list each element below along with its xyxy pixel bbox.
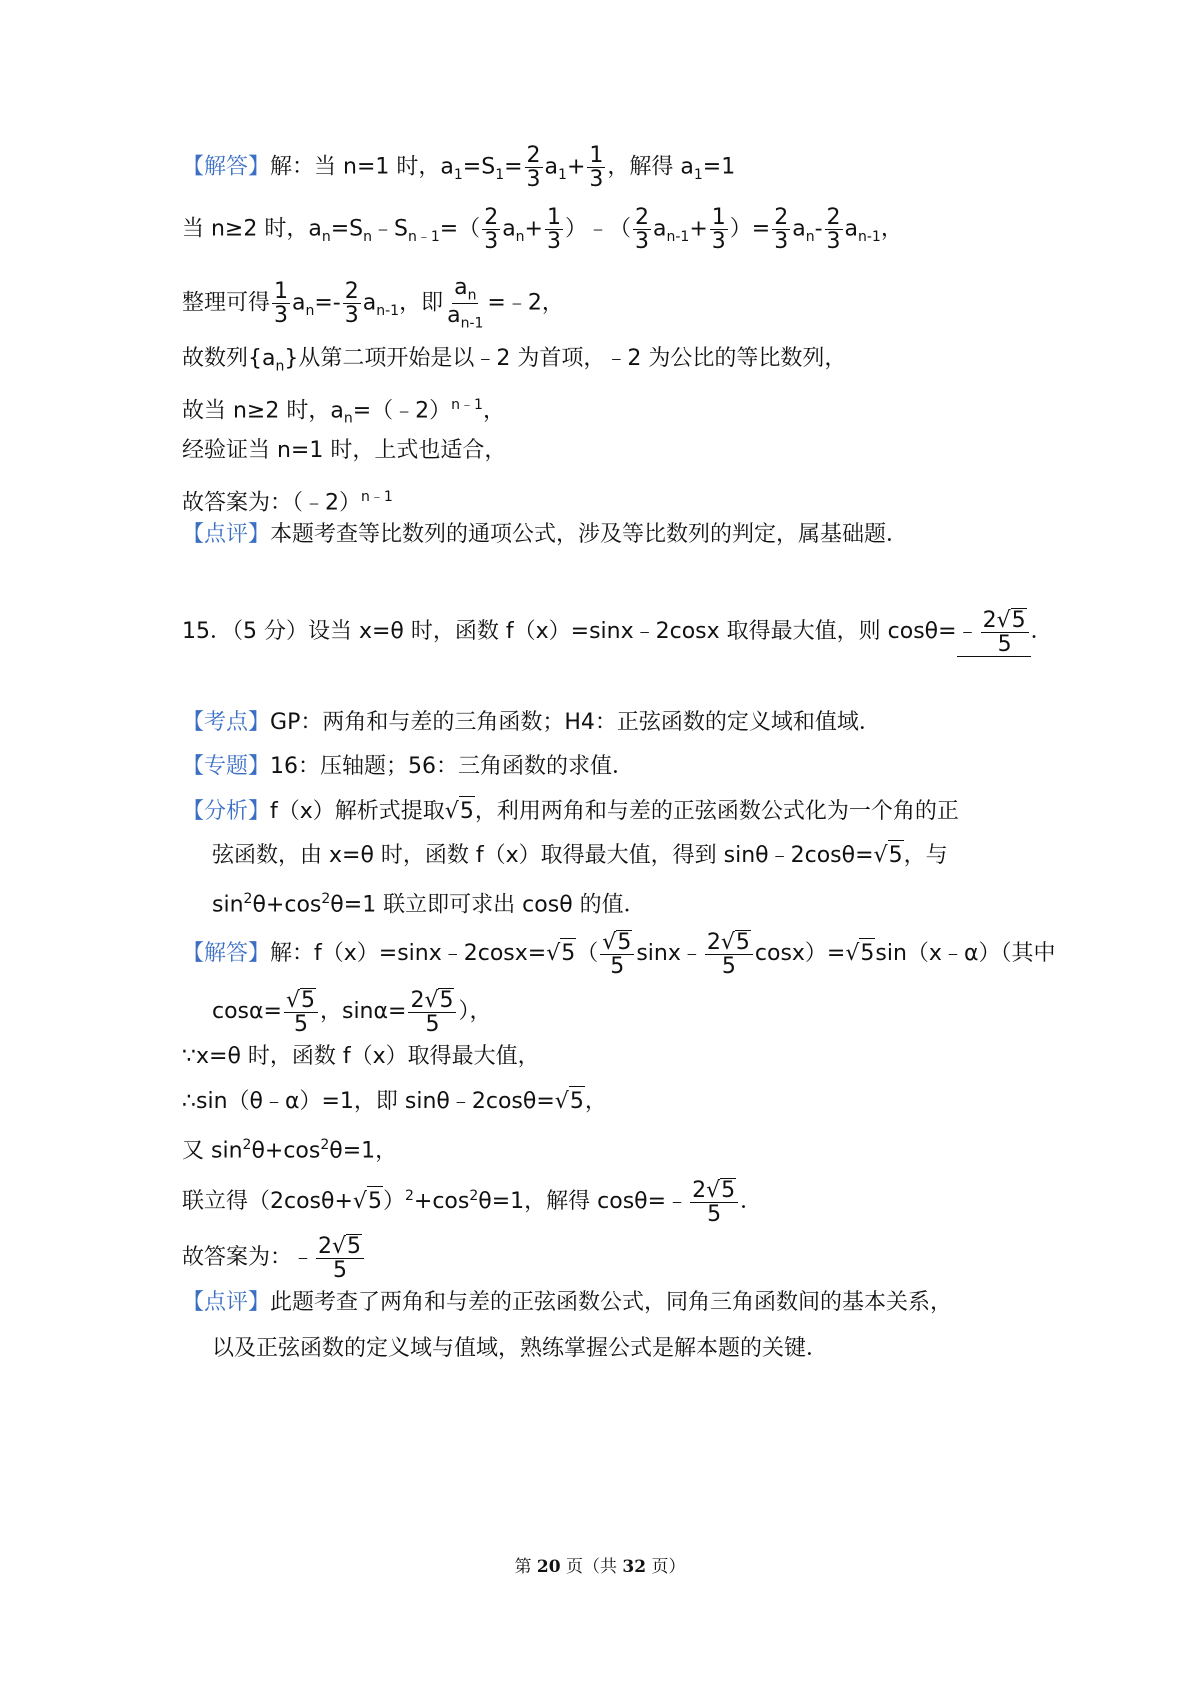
sqrt: √ 5 bbox=[706, 1178, 736, 1203]
q14-solution-line-5: 故当 n≥2 时，$a_n=(﹣2)^{n﹣1}$， bbox=[182, 397, 505, 427]
sqrt: √ 5 bbox=[353, 1186, 383, 1217]
q14-solution-line-1: 【解答】解：当 n=1 时，$a_1=S_1=$ $\frac{2}{3}$ $a_1+$ $\frac{1}{3}$ ，解得 $a_1=1$ bbox=[182, 143, 736, 193]
fraction: $\frac{1}{3}$ bbox=[711, 205, 726, 255]
q15-solution-line-2: cosα= √ 5 5 ，sinα= 2 √ 5 5 ）， bbox=[212, 988, 492, 1038]
q15-analysis-line-3: $\sin^2\theta+\cos^2\theta=1$ 联立即可求出 cosθ 的值． bbox=[212, 891, 646, 918]
current-page-number: 20 bbox=[536, 1557, 561, 1577]
fraction: √ 5 5 bbox=[284, 988, 318, 1036]
page-footer: 第 20 页（共 32 页） bbox=[514, 1557, 686, 1577]
sqrt: √ 5 bbox=[555, 1086, 585, 1117]
sqrt: √ 5 bbox=[845, 938, 875, 969]
fraction: $\frac{a_n}{a_{n-1}}$ bbox=[447, 275, 484, 332]
q15-solution-line-1: 【解答】解：f（x）=sinx﹣2cosx= √ 5 （ √ 5 5 sinx﹣ 2 √ 5 5 cosx）= √ 5 sin（x﹣α）（其中 bbox=[182, 930, 1056, 980]
q15-solution-line-4: ∴sin（θ﹣α）=1，即 sinθ﹣2cosθ= √ 5 ， bbox=[182, 1086, 607, 1117]
sqrt: √ 5 bbox=[720, 930, 750, 955]
fraction: $\frac{1}{3}$ bbox=[274, 278, 289, 329]
fraction: $\frac{2}{3}$ bbox=[774, 205, 789, 255]
fraction: 2 √ 5 5 bbox=[690, 1178, 738, 1226]
total-pages: 32 bbox=[622, 1557, 647, 1577]
fraction: √ 5 5 bbox=[600, 930, 634, 978]
q14-solution-line-2: 当 n≥2 时，$a_n=S_n﹣S_{n﹣1}=$（ $\frac{2}{3}$ $a_n+$ $\frac{1}{3}$ ）﹣（ $\frac{2}{3}$ $a_{n-1}+$ $\frac{1}{3}$ ）= $\frac{2}{3}$ $a_n-$ $\frac{2}{3}$ $a_{n-1}$， bbox=[182, 205, 903, 255]
q15-topic: 【专题】16：压轴题；56：三角函数的求值． bbox=[182, 754, 635, 779]
q14-answer-line: 故答案为：（﹣2）$^{n﹣1}$ bbox=[182, 489, 393, 516]
q15-comment-line-2: 以及正弦函数的定义域与值域，熟练掌握公式是解本题的关键． bbox=[212, 1336, 829, 1361]
sqrt: √ 5 bbox=[546, 938, 576, 969]
fraction: $\frac{2}{3}$ bbox=[526, 143, 541, 193]
fraction: $\frac{2}{3}$ bbox=[826, 205, 841, 255]
q14-solution-line-3: 整理可得 $\frac{1}{3}$ $a_n=-$ $\frac{2}{3}$ $a_{n-1}$，即 $\frac{a_n}{a_{n-1}}$ =﹣2， bbox=[182, 275, 564, 332]
fraction: $\frac{2}{3}$ bbox=[635, 205, 649, 255]
answer-tag: 【解答】 bbox=[182, 941, 271, 967]
answer-blank: ﹣ 2 √ 5 5 bbox=[957, 608, 1031, 657]
fraction: 2 √ 5 5 bbox=[316, 1234, 364, 1282]
fraction: 2 √ 5 5 bbox=[408, 988, 456, 1036]
sqrt: √ 5 bbox=[602, 930, 632, 955]
sqrt: √ 5 bbox=[996, 608, 1026, 633]
q14-solution-line-6: 经验证当 n=1 时，上式也适合， bbox=[182, 438, 507, 463]
answer-tag: 【解答】 bbox=[182, 154, 271, 180]
fraction: 2 √ 5 5 bbox=[705, 930, 753, 978]
fraction: $\frac{1}{3}$ bbox=[589, 143, 604, 193]
q15-question-stem: 15．（5 分）设当 x=θ 时，函数 f（x）=sinx﹣2cosx 取得最大值，则 cosθ=﹣ 2 √ 5 5 ． bbox=[182, 608, 1053, 658]
q14-comment-line: 【点评】本题考查等比数列的通项公式，涉及等比数列的判定，属基础题． bbox=[182, 522, 909, 547]
topic-tag: 【专题】 bbox=[182, 754, 271, 779]
comment-tag: 【点评】 bbox=[182, 522, 271, 547]
q15-knowledge-point: 【考点】GP：两角和与差的三角函数；H4：正弦函数的定义域和值域． bbox=[182, 710, 881, 735]
q15-solution-line-6: 联立得（2cosθ+ √ 5 ）$^2+\cos^2\theta=1$，解得 cosθ=﹣ 2 √ 5 5 ． bbox=[182, 1178, 763, 1228]
q15-solution-line-5: 又 $\sin^2\theta+\cos^2\theta=1$， bbox=[182, 1137, 398, 1164]
fraction: $\frac{1}{3}$ bbox=[546, 205, 561, 255]
sqrt: √ 5 bbox=[285, 988, 315, 1013]
fraction: 2 √ 5 5 bbox=[981, 608, 1029, 656]
knowledge-tag: 【考点】 bbox=[182, 710, 271, 735]
sqrt: √ 5 bbox=[874, 840, 904, 871]
q15-answer-line: 故答案为：﹣ 2 √ 5 5 bbox=[182, 1234, 366, 1282]
q15-comment-line-1: 【点评】此题考查了两角和与差的正弦函数公式，同角三角函数间的基本关系， bbox=[182, 1290, 953, 1315]
analysis-tag: 【分析】 bbox=[182, 799, 271, 824]
q15-solution-line-3: ∵x=θ 时，函数 f（x）取得最大值， bbox=[182, 1044, 540, 1069]
sqrt: √ 5 bbox=[424, 988, 454, 1013]
sqrt: √ 5 bbox=[332, 1234, 362, 1259]
sqrt: √ 5 bbox=[445, 796, 475, 827]
q15-analysis-line-2: 弦函数，由 x=θ 时，函数 f（x）取得最大值，得到 sinθ﹣2cosθ= √ 5 ，与 bbox=[212, 840, 948, 871]
fraction: $\frac{2}{3}$ bbox=[484, 205, 499, 255]
fraction: $\frac{2}{3}$ bbox=[344, 278, 359, 329]
q14-solution-line-4: 故数列$\{a_n\}$从第二项开始是以﹣2 为首项，﹣2 为公比的等比数列， bbox=[182, 346, 847, 375]
comment-tag: 【点评】 bbox=[182, 1290, 271, 1315]
q15-analysis-line-1: 【分析】f（x）解析式提取 √ 5 ，利用两角和与差的正弦函数公式化为一个角的正 bbox=[182, 796, 959, 827]
